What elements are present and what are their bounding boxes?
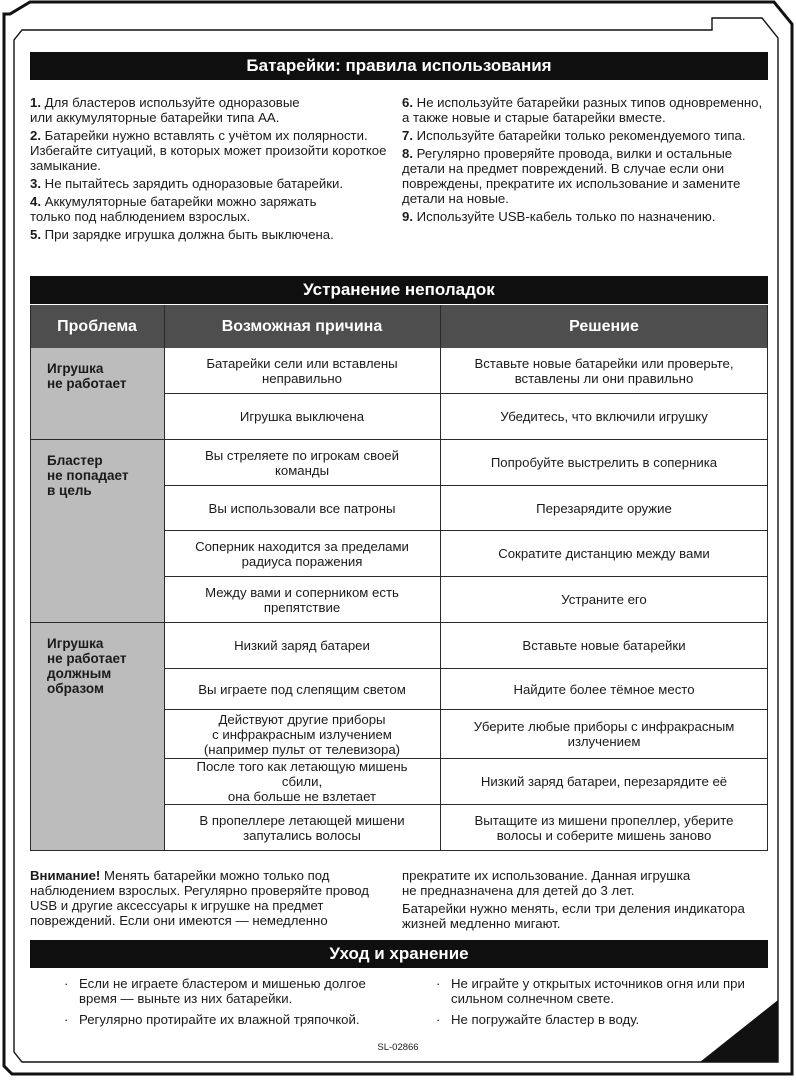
solution-cell: Убедитесь, что включили игрушку bbox=[440, 394, 768, 440]
cause-cell: Низкий заряд батареи bbox=[164, 623, 440, 669]
header-problem: Проблема bbox=[57, 318, 137, 335]
batteries-rules-right bbox=[402, 95, 774, 227]
batteries-rules-left bbox=[30, 95, 400, 245]
battery-rule-number: 3. bbox=[30, 176, 41, 191]
bullet-icon: · bbox=[64, 1012, 69, 1027]
table-border bbox=[164, 305, 165, 851]
table-border bbox=[30, 305, 31, 851]
battery-rule-number: 6. bbox=[402, 95, 413, 110]
battery-rule bbox=[30, 128, 400, 173]
product-code: SL-02866 bbox=[377, 1042, 419, 1053]
warning-right bbox=[402, 868, 772, 931]
care-item-text: Регулярно протирайте их влажной тряпочкой. bbox=[79, 1012, 360, 1027]
warning-left bbox=[30, 868, 402, 928]
warning-text-left: Менять батарейки можно только под наблюдением взрослых. Регулярно проверяйте провод USB и другие аксессуары к игрушке на предмет повреждений. Если они имеются — немедленно bbox=[30, 868, 369, 928]
battery-rule-number: 2. bbox=[30, 128, 41, 143]
solution-cell: Вставьте новые батарейки или проверьте, вставлены ли они правильно bbox=[440, 348, 768, 394]
bullet-icon: · bbox=[64, 976, 69, 991]
battery-rule bbox=[30, 95, 400, 125]
warning-label: Внимание! bbox=[30, 868, 101, 883]
battery-rule-text: Аккумуляторные батарейки можно заряжать только под наблюдением взрослых. bbox=[30, 194, 317, 224]
table-border bbox=[767, 305, 768, 851]
battery-rule-number: 9. bbox=[402, 209, 413, 224]
solution-cell: Попробуйте выстрелить в соперника bbox=[440, 440, 768, 486]
cause-cell: Вы использовали все патроны bbox=[164, 486, 440, 531]
cause-cell: Вы играете под слепящим светом bbox=[164, 669, 440, 710]
cause-cell: Вы стреляете по игрокам своей команды bbox=[164, 440, 440, 486]
troubleshooting-title: Устранение неполадок bbox=[30, 276, 768, 304]
care-list-right bbox=[436, 976, 766, 1033]
cause-cell: Действуют другие приборы с инфракрасным излучением (например пульт от телевизора) bbox=[164, 710, 440, 759]
care-item-text: Если не играете бластером и мишенью долгое время — выньте из них батарейки. bbox=[79, 976, 366, 1006]
solution-cell: Найдите более тёмное место bbox=[440, 669, 768, 710]
cause-cell: После того как летающую мишень сбили, она больше не взлетает bbox=[164, 759, 440, 805]
cause-cell: Соперник находится за пределами радиуса поражения bbox=[164, 531, 440, 577]
battery-rule-number: 4. bbox=[30, 194, 41, 209]
solution-cell: Перезарядите оружие bbox=[440, 486, 768, 531]
battery-rule-number: 5. bbox=[30, 227, 41, 242]
battery-rule bbox=[402, 146, 774, 206]
batteries-title: Батарейки: правила использования bbox=[30, 52, 768, 80]
solution-cell: Уберите любые приборы с инфракрасным излучением bbox=[440, 710, 768, 759]
care-item bbox=[64, 976, 394, 1006]
problem-cell: Игрушка не работает должным образом bbox=[30, 623, 164, 851]
cause-cell: Батарейки сели или вставлены неправильно bbox=[164, 348, 440, 394]
solution-cell: Вставьте новые батарейки bbox=[440, 623, 768, 669]
care-item-text: Не погружайте бластер в воду. bbox=[451, 1012, 640, 1027]
solution-cell: Устраните его bbox=[440, 577, 768, 623]
header-cause: Возможная причина bbox=[221, 318, 383, 335]
battery-rule-text: Регулярно проверяйте провода, вилки и остальные детали на предмет повреждений. В случае если они повреждены, прекратите их использование и замените детали на новые. bbox=[402, 146, 741, 206]
battery-rule bbox=[402, 128, 774, 143]
header-solution: Решение bbox=[569, 318, 639, 335]
solution-cell: Низкий заряд батареи, перезарядите её bbox=[440, 759, 768, 805]
care-list-left bbox=[64, 976, 394, 1033]
warning-text-right-2: Батарейки нужно менять, если три деления индикатора жизней медленно мигают. bbox=[402, 901, 745, 931]
cause-cell: Игрушка выключена bbox=[164, 394, 440, 440]
warning-text-right-1: прекратите их использование. Данная игрушка не предназначена для детей до 3 лет. bbox=[402, 868, 691, 898]
cause-cell: Между вами и соперником есть препятствие bbox=[164, 577, 440, 623]
care-item bbox=[436, 1012, 766, 1027]
battery-rule-text: Используйте батарейки только рекомендуемого типа. bbox=[413, 128, 746, 143]
care-item-text: Не играйте у открытых источников огня или при сильном солнечном свете. bbox=[451, 976, 745, 1006]
battery-rule bbox=[402, 95, 774, 125]
battery-rule bbox=[30, 194, 400, 224]
problem-cell: Бластер не попадает в цель bbox=[30, 440, 164, 623]
battery-rule-number: 8. bbox=[402, 146, 413, 161]
bullet-icon: · bbox=[436, 1012, 441, 1027]
solution-cell: Вытащите из мишени пропеллер, уберите волосы и соберите мишень заново bbox=[440, 805, 768, 851]
battery-rule-number: 1. bbox=[30, 95, 41, 110]
care-title: Уход и хранение bbox=[30, 940, 768, 968]
battery-rule bbox=[30, 227, 400, 242]
table-border bbox=[440, 305, 441, 851]
battery-rule-text: При зарядке игрушка должна быть выключена. bbox=[41, 227, 334, 242]
cause-cell: В пропеллере летающей мишени запутались волосы bbox=[164, 805, 440, 851]
solution-cell: Сократите дистанцию между вами bbox=[440, 531, 768, 577]
problem-cell: Игрушка не работает bbox=[30, 348, 164, 440]
care-item bbox=[64, 1012, 394, 1027]
care-item bbox=[436, 976, 766, 1006]
battery-rule-text: Используйте USB-кабель только по назначению. bbox=[413, 209, 716, 224]
battery-rule-number: 7. bbox=[402, 128, 413, 143]
battery-rule-text: Не используйте батарейки разных типов одновременно, а также новые и старые батарейки вместе. bbox=[402, 95, 763, 125]
battery-rule bbox=[30, 176, 400, 191]
battery-rule-text: Батарейки нужно вставлять с учётом их полярности. Избегайте ситуаций, в которых может произойти короткое замыкание. bbox=[30, 128, 387, 173]
battery-rule bbox=[402, 209, 774, 224]
battery-rule-text: Не пытайтесь зарядить одноразовые батарейки. bbox=[41, 176, 344, 191]
battery-rule-text: Для бластеров используйте одноразовые или аккумуляторные батарейки типа АА. bbox=[30, 95, 300, 125]
bullet-icon: · bbox=[436, 976, 441, 991]
